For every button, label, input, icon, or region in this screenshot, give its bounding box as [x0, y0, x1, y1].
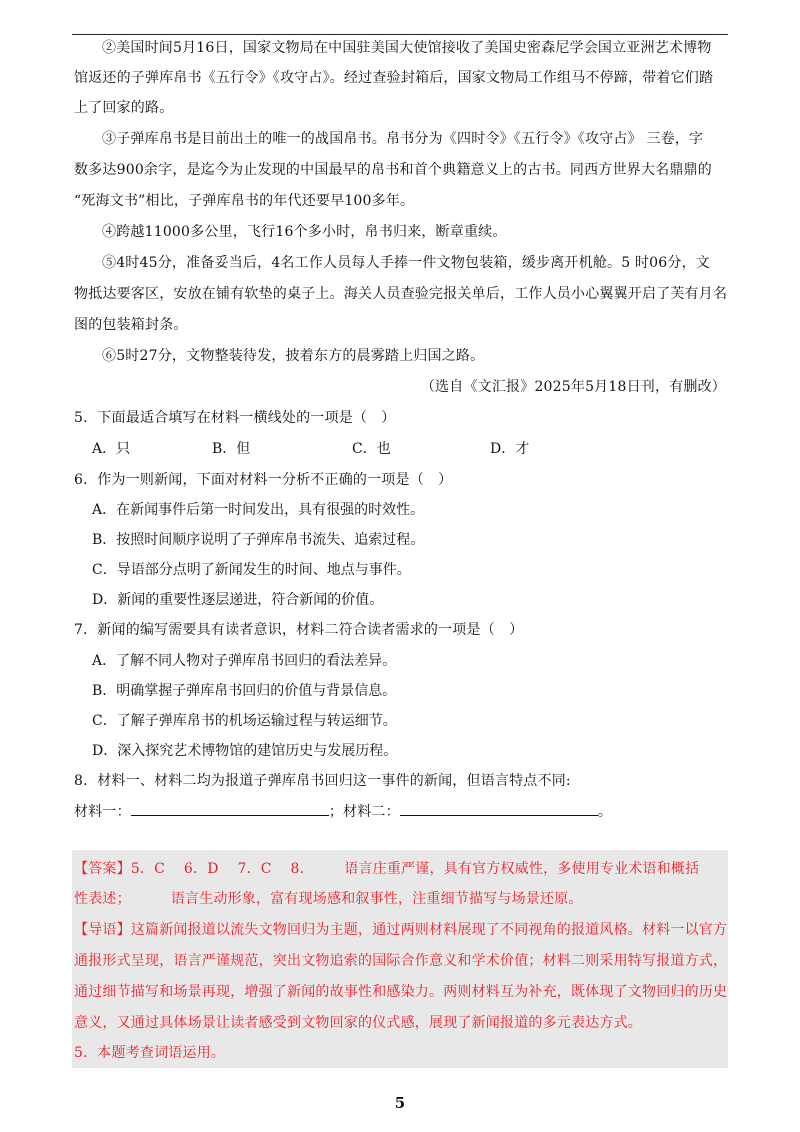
q6-option-a[interactable]: A．在新闻事件后第一时间发出，具有很强的时效性。: [92, 502, 425, 518]
passage-line: ⑤4时45分，准备妥当后，4名工作人员每人手捧一件文物包装箱，缓步离开机舱。5 时06分，文: [102, 255, 710, 271]
q8-separator: ；材料二：: [328, 804, 400, 820]
q8-end: 。: [597, 804, 613, 820]
passage-line: 物抵达要客区，安放在铺有软垫的桌子上。海关人员查验完报关单后，工作人员小心翼翼开启了芙有月名: [74, 286, 728, 302]
q5-option-a[interactable]: A．只: [92, 441, 131, 457]
answer-q8-part1: 语言庄重严谨，具有官方权威性，多使用专业术语和概括: [344, 861, 700, 877]
q5-option-c[interactable]: C．也: [352, 441, 391, 457]
passage-line: 上了回家的路。: [74, 100, 174, 116]
q8-blank-1[interactable]: [131, 801, 329, 816]
passage-line: ⑥5时27分，文物整装待发，披着东方的晨雾踏上归国之路。: [102, 348, 485, 364]
question-8-stem: 8．材料一、材料二均为报道子弹库帛书回归这一事件的新闻，但语言特点不同:: [74, 773, 571, 789]
passage-line: 馆返还的子弹库帛书《五行令》《攻守占》。经过查验封箱后，国家文物局工作组马不停蹄，带着它们踏: [74, 70, 714, 86]
passage-line: ③子弹库帛书是目前出土的唯一的战国帛书。帛书分为《四时令》《五行令》《攻守占》 三卷，字: [102, 131, 704, 147]
passage-line: 数多达900余字，是迄今为止发现的中国最早的帛书和首个典籍意义上的古书。同西方世界大名鼎鼎的: [74, 162, 712, 178]
answer-q8-part2: 语言生动形象，富有现场感和叙事性，注重细节描写与场景还原。: [170, 891, 583, 907]
q7-option-d[interactable]: D．深入探究艺术博物馆的建馆历史与发展历程。: [92, 743, 398, 759]
question-5-stem: 5．下面最适合填写在材料一横线处的一项是（ ）: [74, 410, 396, 426]
answer-q8-part1-end: 性表述；: [74, 891, 131, 907]
q5-option-d[interactable]: D．才: [490, 441, 530, 457]
guide-line-1: [74, 920, 727, 940]
q8-label-1: 材料一：: [74, 804, 131, 820]
q7-option-b[interactable]: B．明确掌握子弹库帛书回归的价值与背景信息。: [92, 683, 397, 699]
guide-line-2: 通报形式呈现，语言严谨规范，突出文物追索的国际合作意义和学术价值；材料二则采用特写报道方式，: [74, 953, 728, 969]
q6-option-c[interactable]: C．导语部分点明了新闻发生的时间、地点与事件。: [92, 562, 411, 578]
page-number: 5: [394, 1094, 406, 1112]
q7-option-a[interactable]: A．了解不同人物对子弹库帛书回归的看法差异。: [92, 653, 397, 669]
question-6-stem: 6．作为一则新闻，下面对材料一分析不正确的一项是（ ）: [74, 472, 453, 488]
header-rule: [72, 34, 728, 35]
q6-option-d[interactable]: D．新闻的重要性逐层递进，符合新闻的价值。: [92, 592, 384, 608]
answer-keys: 5．C 6．D 7．C 8.: [130, 861, 305, 877]
q7-option-c[interactable]: C．了解子弹库帛书的机场运输过程与转运细节。: [92, 713, 397, 729]
guide-tag: 【导语】: [74, 922, 131, 938]
q5-option-b[interactable]: B．但: [212, 441, 251, 457]
source-citation: （选自《文汇报》2025年5月18日刊，有删改）: [420, 379, 726, 395]
q8-answer-line: [74, 801, 612, 822]
q6-option-b[interactable]: B．按照时间顺序说明了子弹库帛书流失、追索过程。: [92, 532, 425, 548]
q8-blank-2[interactable]: [400, 801, 598, 816]
guide-line-3: 通过细节描写和场景再现，增强了新闻的故事性和感染力。两则材料互为补充，既体现了文物回归的历史: [74, 984, 728, 1000]
guide-line-4: 意义，又通过具体场景让读者感受到文物回家的仪式感，展现了新闻报道的多元表达方式。: [74, 1015, 642, 1031]
answer-tag: 【答案】: [74, 861, 131, 877]
question-7-stem: 7．新闻的编写需要具有读者意识，材料二符合读者需求的一项是（ ）: [74, 622, 524, 638]
passage-line: 图的包装箱封条。: [74, 317, 188, 333]
passage-line: “死海文书”相比，子弹库帛书的年代还要早100多年。: [74, 193, 415, 209]
passage-line: ②美国时间5月16日，国家文物局在中国驻美国大使馆接收了美国史密森尼学会国立亚洲艺术博物: [102, 40, 712, 56]
guide-text: 这篇新闻报道以流失文物回归为主题，通过两则材料展现了不同视角的报道风格。材料一以官方: [130, 922, 728, 938]
answer-line-1: [74, 859, 699, 879]
passage-line: ④跨越11000多公里，飞行16个多小时，帛书归来，断章重续。: [102, 224, 507, 240]
answer-line-2: [74, 889, 583, 909]
analysis-line: 5．本题考查词语运用。: [74, 1045, 226, 1061]
